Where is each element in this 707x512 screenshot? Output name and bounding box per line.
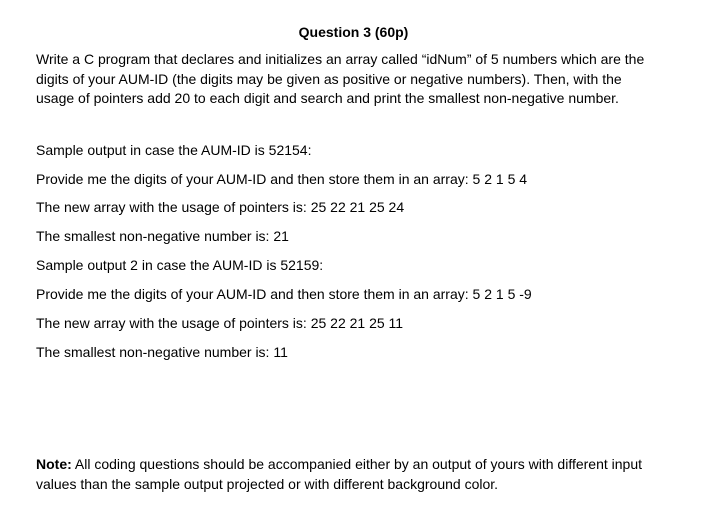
sample2-new-array: The new array with the usage of pointers is: 25 22 21 25 11 bbox=[36, 315, 404, 331]
note-paragraph bbox=[36, 454, 656, 494]
sample2-prompt: Provide me the digits of your AUM-ID and then store them in an array: 5 2 1 5 -9 bbox=[36, 286, 532, 302]
sample2-smallest: The smallest non-negative number is: 11 bbox=[36, 344, 288, 360]
sample1-prompt: Provide me the digits of your AUM-ID and then store them in an array: 5 2 1 5 4 bbox=[36, 171, 528, 187]
note-label: Note: bbox=[36, 456, 72, 472]
sample1-new-array: The new array with the usage of pointers is: 25 22 21 25 24 bbox=[36, 199, 405, 215]
question-description: Write a C program that declares and initializes an array called “idNum” of 5 numbers which are the digits of your AUM-ID (the digits may be given as positive or negative numbers). Then, with the usage of pointers add 20 to each digit and search and print the smallest non-negative number. bbox=[36, 51, 645, 106]
sample2-heading: Sample output 2 in case the AUM-ID is 52159: bbox=[36, 257, 324, 273]
sample1-heading: Sample output in case the AUM-ID is 52154: bbox=[36, 142, 312, 158]
sample1-smallest: The smallest non-negative number is: 21 bbox=[36, 228, 289, 244]
note-text: All coding questions should be accompanied either by an output of yours with different input values than the sample output projected or with different background color. bbox=[36, 456, 643, 492]
question-title: Question 3 (60p) bbox=[298, 24, 409, 40]
